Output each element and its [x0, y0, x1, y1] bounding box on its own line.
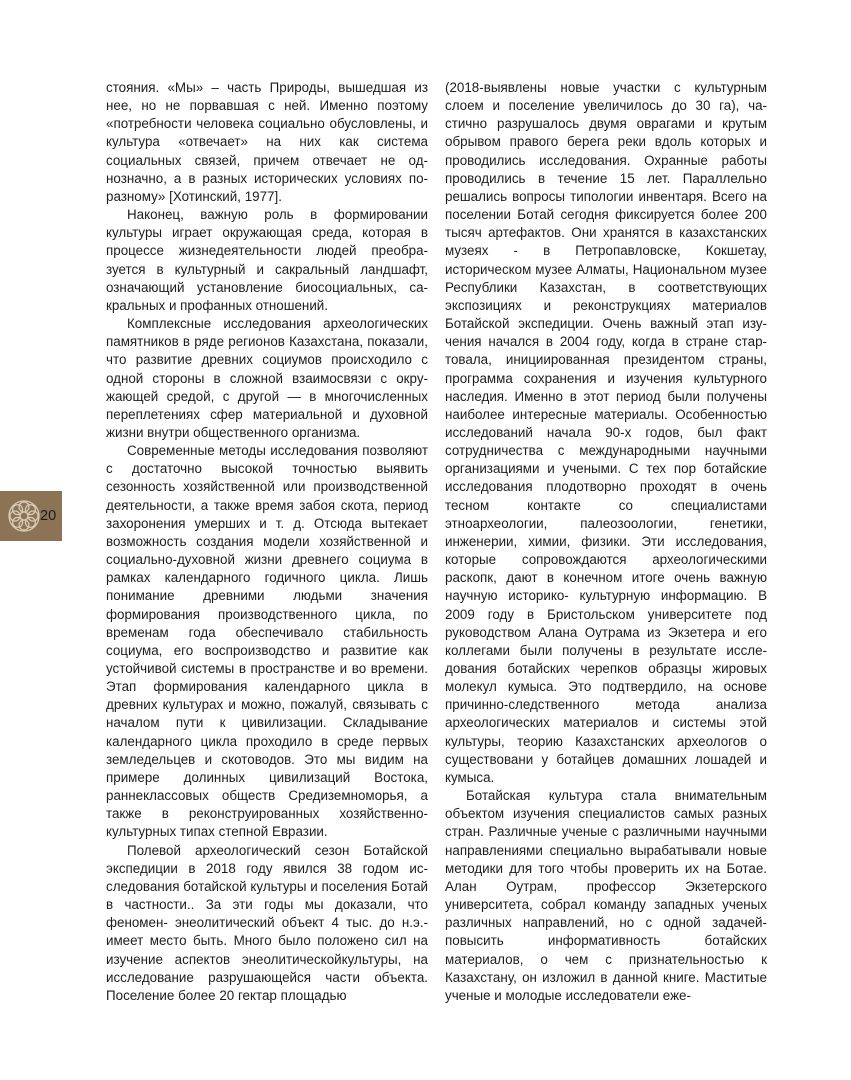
page-number: 20 — [40, 508, 57, 524]
paragraph: (2018-выявлены новые участки с культурным слоем и поселение увеличилось до 30 га), частично разрушалось двумя оврагами и крутым обрывом правого берега реки вдоль которых и проводились исследования. Охранные работы проводились в течение 15 лет. Параллельно решались вопросы типологии инвентаря. Всего на поселении Ботай сегодня фиксируется более 200 тысяч артефактов. Они хранятся в казахстанских музеях - в Петропавловске, Кокшетау, историческом музее Алматы, Национальном музее Республики Казахстан, в соответствующих экспозициях и реконструкциях материалов Ботайской экспедиции. Очень важный этап изучения начался в 2004 году, когда в стране стартовала, инициированная президентом страны, программа сохранения и изучения культурного наследия. Именно в этот период были получены наиболее интересные материалы. Особенностью исследований начала 90-х годов, был факт сотрудничества с международными научными организациями и учеными. С тех пор ботайские исследования плодотворно проходят в очень тесном контакте со специалистами этноархеологии, палеозоологии, генетики, инженерии, химии, физики. Эти исследования, которые сопровождаются археологическими раскопк, дают в конечном итоге очень важную научную историко- культурную информацию. В 2009 году в Бристольском университете под руководством Алана Оутрама из Экзетера и его коллегами были получены в результате исследования ботайских черепков образцы жировых молекул кумыса. Это подтвердило, на основе причинно-следственного метода анализа археологических материалов и системы этой культуры, теорию Казахстанских археологов о существовани у ботайцев домашних лошадей и кумыса. — [445, 80, 767, 785]
paragraph: Комплексные исследования археологических памятников в ряде регионов Казахстана, показали, что развитие древних социумов происходило с одной стороны в сложной взаимосвязи с окружающей средой, с другой — в многочисленных переплетениях сфер материальной и духовной жизни внутри общественного организма. — [106, 316, 428, 440]
page-number-tab — [0, 491, 62, 541]
paragraph: Современные методы исследования позволяют с достаточно высокой точностью выявить сезонность хозяйственной или производственной деятельности, а также время забоя скота, период захоронения умерших и т. д. Отсюда вытекает возможность создания модели хозяйственной и социально-духовной жизни древнего социума в рамках календарного годичного цикла. Лишь понимание древними людьми значения формирования производственного цикла, по временам года обеспечивало стабильность социума, его воспроизводство и развитие как устойчивой системы в пространстве и во времени. Этап формирования календарного цикла в древних культурах и можно, пожалуй, связывать с началом пути к цивилизации. Складывание календарного цикла проходило в среде первых земледельцев и скотоводов. Это мы видим на примере долинных цивилизаций Востока, раннеклассовых обществ Средиземноморья, а также в реконструированных хозяйственно-культурных типах степной Евразии. — [106, 443, 428, 840]
paragraph: Ботайская культура стала внимательным объектом изучения специалистов самых разных стран. Различные ученые с различными научными направлениями специально вырабатывали новые методики для того чтобы проверить их на Ботае. Алан Оутрам, профессор Экзетерского университета, собрал команду западных ученых различных направлений, но с одной задачей-повысить информативность ботайских материалов, о чем с признательностью к Казахстану, он изложил в данной книге. Маститые ученые и молодые исследователи еже- — [445, 788, 767, 1003]
paragraph: Полевой археологический сезон Ботайской экспедиции в 2018 году явился 38 годом исследования ботайской культуры и поселения Ботай в частности.. За эти годы мы доказали, что феномен- энеолитический объект 4 тыс. до н.э.- имеет место быть. Много было положено сил на изучение аспектов энеолитическойкультуры, на исследование разрушающейся части объекта. Поселение более 20 гектар площадью — [106, 842, 428, 1003]
left-text-column — [106, 79, 428, 1005]
paragraph: Наконец, важную роль в формировании культуры играет окружающая среда, которая в процессе жизнедеятельности людей преобразуется в культурный и сакральный ландшафт, означающий установление биосоциальных, сакральных и профанных отношений. — [106, 207, 428, 313]
ornament-rosette-icon — [4, 496, 44, 536]
right-text-column — [445, 79, 767, 1005]
paragraph: стояния. «Мы» – часть Природы, вышедшая из нее, но не порвавшая с ней. Именно поэтому «потребности человека социально обусловлены, и культура «отвечает» на них как система социальных связей, причем отвечает не однозначно, а в разных исторических условиях по-разному» [Хотинский, 1977]. — [106, 80, 428, 204]
